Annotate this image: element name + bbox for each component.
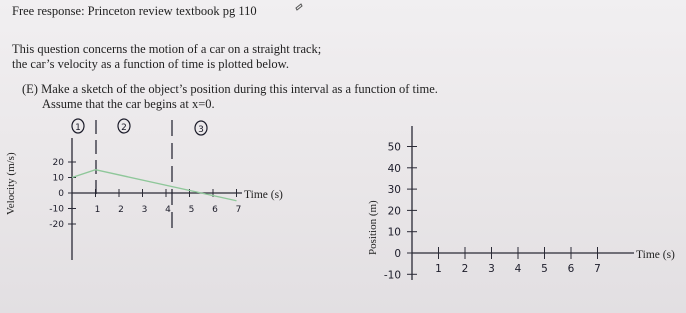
pen-mark [296, 4, 302, 10]
position-x-tick-label: 6 [567, 263, 575, 275]
position-x-tick-label: 7 [594, 263, 601, 275]
annotation-2 [118, 119, 130, 133]
annotation-1 [72, 119, 84, 133]
velocity-y-tick-label: -10 [49, 204, 64, 215]
svg-text:1: 1 [75, 123, 81, 133]
velocity-x-tick-label: 3 [141, 205, 148, 215]
velocity-y-tick-label: 0 [58, 189, 64, 199]
svg-text:2: 2 [121, 123, 127, 133]
velocity-y-label: Velocity (m/s) [5, 152, 17, 215]
velocity-x-tick-label: 7 [235, 205, 242, 215]
position-x-tick-label: 5 [541, 263, 548, 275]
intro-line-2: the car’s velocity as a function of time is plotted below. [12, 57, 290, 71]
position-x-label: Time (s) [636, 249, 675, 261]
velocity-x-tick-label: 1 [94, 205, 101, 215]
position-y-tick-label: 50 [387, 141, 401, 154]
question-line-2: Assume that the car begins at x=0. [42, 97, 215, 111]
header-text: Free response: Princeton review textbook pg 110 [12, 4, 257, 18]
velocity-y-tick-label: 20 [52, 158, 64, 168]
position-y-label: Position (m) [367, 200, 379, 255]
question-line-1: (E) Make a sketch of the object’s position during this interval as a function of time. [22, 82, 438, 96]
position-y-tick-label: 20 [387, 205, 401, 218]
svg-text:3: 3 [198, 125, 204, 135]
position-chart [367, 126, 675, 281]
velocity-x-tick-label: 6 [212, 205, 218, 215]
position-y-tick-label: 10 [387, 226, 401, 239]
velocity-y-tick-label: 10 [52, 173, 64, 184]
velocity-chart [5, 119, 283, 260]
velocity-series-line [72, 170, 237, 201]
position-x-tick-label: 2 [461, 263, 469, 275]
velocity-x-tick-label: 4 [165, 205, 171, 215]
position-x-tick-label: 1 [435, 263, 442, 275]
annotation-3 [195, 121, 207, 135]
velocity-x-tick-label: 5 [188, 205, 195, 215]
position-y-tick-label: 40 [387, 162, 401, 175]
position-y-tick-label: 30 [387, 184, 401, 197]
position-y-tick-label: -10 [383, 269, 401, 282]
position-x-tick-label: 4 [514, 263, 522, 275]
intro-line-1: This question concerns the motion of a car on a straight track; [12, 42, 322, 56]
position-y-tick-label: 0 [394, 248, 401, 260]
velocity-x-label: Time (s) [244, 189, 283, 201]
position-x-tick-label: 3 [488, 263, 495, 275]
velocity-y-tick-label: -20 [49, 220, 64, 230]
velocity-x-tick-label: 2 [118, 205, 124, 215]
